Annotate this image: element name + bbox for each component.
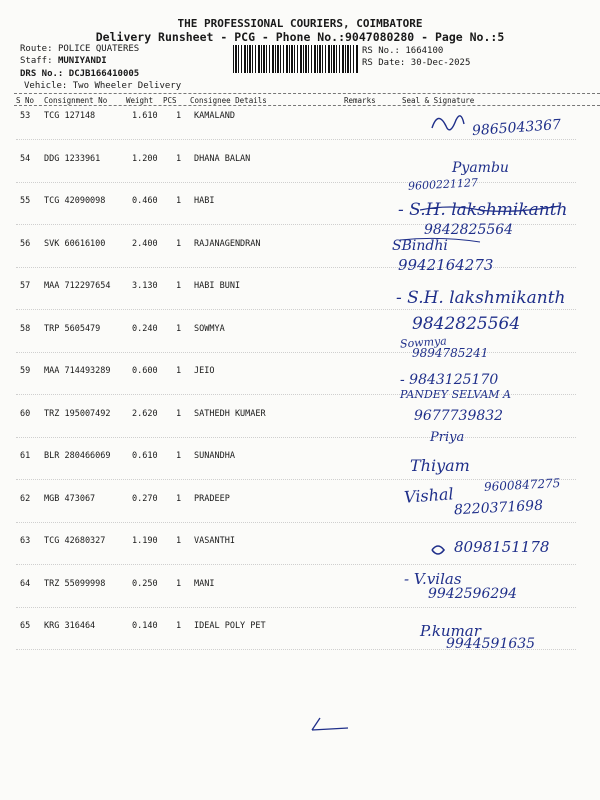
hw-phone-2: 9600221127 <box>407 176 479 193</box>
row-weight: 0.240 <box>132 323 158 334</box>
row-sno: 58 <box>20 323 31 334</box>
hw-name-priya: Priya <box>430 430 465 445</box>
row-consignee: SATHEDH KUMAER <box>194 408 266 419</box>
row-pcs: 1 <box>176 153 182 164</box>
col-seal-signature: Seal & Signature <box>402 96 475 105</box>
row-consignee: SUNANDHA <box>194 451 235 461</box>
drs-value: DCJB166410005 <box>68 69 140 79</box>
row-weight: 0.600 <box>132 366 158 376</box>
col-pcs: PCS <box>163 96 177 105</box>
row-consignee: IDEAL POLY PET <box>194 621 266 631</box>
hw-phone-4: 9942164273 <box>398 256 494 274</box>
row-weight: 0.140 <box>132 621 158 631</box>
row-consignment: MAA 714493289 <box>44 366 111 376</box>
staff-value: MUNIYANDI <box>57 56 107 66</box>
row-pcs: 1 <box>176 621 182 631</box>
runsheet-subtitle: Delivery Runsheet - PCG - Phone No.:9047080280 - Page No.:5 <box>95 30 505 44</box>
row-consignment: TCG 42680327 <box>44 536 106 546</box>
row-pcs: 1 <box>176 366 182 376</box>
hw-name-pkumar: P.kumar <box>420 622 481 640</box>
row-consignee: MANI <box>194 578 215 589</box>
col-consignment: Consignment No <box>44 96 108 105</box>
row-pcs: 1 <box>176 111 182 121</box>
row-pcs: 1 <box>176 578 182 589</box>
col-consignee: Consignee Details <box>190 96 267 105</box>
row-consignee: RAJANAGENDRAN <box>194 238 261 249</box>
row-sno: 60 <box>20 408 31 419</box>
row-pcs: 1 <box>176 536 182 546</box>
col-sno: S No <box>16 96 35 105</box>
row-pcs: 1 <box>176 408 182 419</box>
row-consignment: TCG 42090098 <box>44 196 106 206</box>
company-title: THE PROFESSIONAL COURIERS, COIMBATORE <box>177 17 423 30</box>
row-consignment: TCG 127148 <box>44 111 96 121</box>
col-remarks: Remarks <box>344 96 376 105</box>
row-pcs: 1 <box>176 323 182 334</box>
hw-name-thiyam: Thiyam <box>410 456 470 475</box>
hw-name-vvilas: - V.vilas <box>404 570 462 588</box>
hw-phone-1: 9865043367 <box>471 116 562 140</box>
row-sno: 59 <box>20 366 31 376</box>
hw-name-pyambu: Pyambu <box>452 160 509 176</box>
route-value: POLICE QUATERES <box>57 44 140 54</box>
hw-phone-13: 9944591635 <box>446 636 536 652</box>
row-weight: 0.460 <box>132 196 158 206</box>
rs-no-value: 1664100 <box>405 46 444 56</box>
hw-sign-lakshmikanth-1: - S.H. lakshmikanth <box>398 200 568 220</box>
row-pcs: 1 <box>176 281 182 291</box>
row-consignee: HABI BUNI <box>194 281 241 291</box>
row-sno: 64 <box>20 578 31 589</box>
row-sno: 54 <box>20 153 31 164</box>
row-pcs: 1 <box>176 451 182 461</box>
hw-phone-8: 9677739832 <box>414 408 504 424</box>
row-pcs: 1 <box>176 238 182 249</box>
row-weight: 2.620 <box>132 408 158 419</box>
row-sno: 55 <box>20 196 31 206</box>
hw-phone-10: 8220371698 <box>453 497 544 519</box>
row-consignment: MAA 712297654 <box>44 281 111 291</box>
row-consignee: VASANTHI <box>194 536 235 546</box>
route-label: Route: <box>20 44 53 54</box>
rs-date-label: RS Date: <box>362 58 406 68</box>
row-consignment: TRZ 55099998 <box>44 578 106 589</box>
row-sno: 57 <box>20 281 31 291</box>
hw-phone-12: 9942596294 <box>428 586 518 602</box>
row-weight: 2.400 <box>132 238 158 249</box>
row-sno: 61 <box>20 451 31 461</box>
row-consignee: SOWMYA <box>194 323 225 334</box>
row-consignment: SVK 60616100 <box>44 238 106 249</box>
vehicle-line: Vehicle: Two Wheeler Delivery <box>24 81 182 91</box>
row-pcs: 1 <box>176 493 182 504</box>
staff-label: Staff: <box>20 56 53 66</box>
row-consignee: HABI <box>194 196 215 206</box>
row-weight: 1.190 <box>132 536 158 546</box>
row-weight: 3.130 <box>132 281 158 291</box>
hw-name-pandey: PANDEY SELVAM A <box>400 388 511 401</box>
row-weight: 0.270 <box>132 493 158 504</box>
row-consignment: TRZ 195007492 <box>44 408 111 419</box>
row-consignee: JEIO <box>194 366 215 376</box>
hw-name-sowmya: Sowmya <box>399 334 448 351</box>
col-weight: Weight <box>126 96 154 105</box>
row-sno: 53 <box>20 111 31 121</box>
rs-date-value: 30-Dec-2025 <box>410 58 471 68</box>
row-weight: 1.610 <box>132 111 158 121</box>
hw-sign-lakshmikanth-2: - S.H. lakshmikanth <box>396 288 566 308</box>
row-weight: 1.200 <box>132 153 158 164</box>
row-consignment: TRP 5605479 <box>44 323 101 334</box>
row-consignment: MGB 473067 <box>44 493 96 504</box>
hw-phone-6: 9894785241 <box>412 346 489 360</box>
row-consignment: KRG 316464 <box>44 621 96 631</box>
row-pcs: 1 <box>176 196 182 206</box>
hw-phone-5: 9842825564 <box>412 314 521 334</box>
hw-name-sbindhi: SBindhi <box>392 238 448 254</box>
row-consignee: PRADEEP <box>194 493 230 504</box>
row-weight: 0.250 <box>132 578 158 589</box>
row-sno: 56 <box>20 238 31 249</box>
row-sno: 62 <box>20 493 31 504</box>
hw-phone-9: 9600847275 <box>483 476 561 494</box>
row-weight: 0.610 <box>132 451 158 461</box>
row-consignee: DHANA BALAN <box>194 153 251 164</box>
hw-phone-11: 8098151178 <box>454 538 550 556</box>
row-consignment: DDG 1233961 <box>44 153 101 164</box>
rs-no-label: RS No.: <box>362 46 400 56</box>
row-sno: 65 <box>20 621 31 631</box>
row-sno: 63 <box>20 536 31 546</box>
hw-name-vishal: Vishal <box>403 484 455 507</box>
row-consignee: KAMALAND <box>194 111 235 121</box>
row-consignment: BLR 280466069 <box>44 451 111 461</box>
drs-label: DRS No.: <box>20 69 64 79</box>
hw-phone-3: 9842825564 <box>424 222 514 238</box>
hw-phone-7: - 9843125170 <box>400 372 499 388</box>
